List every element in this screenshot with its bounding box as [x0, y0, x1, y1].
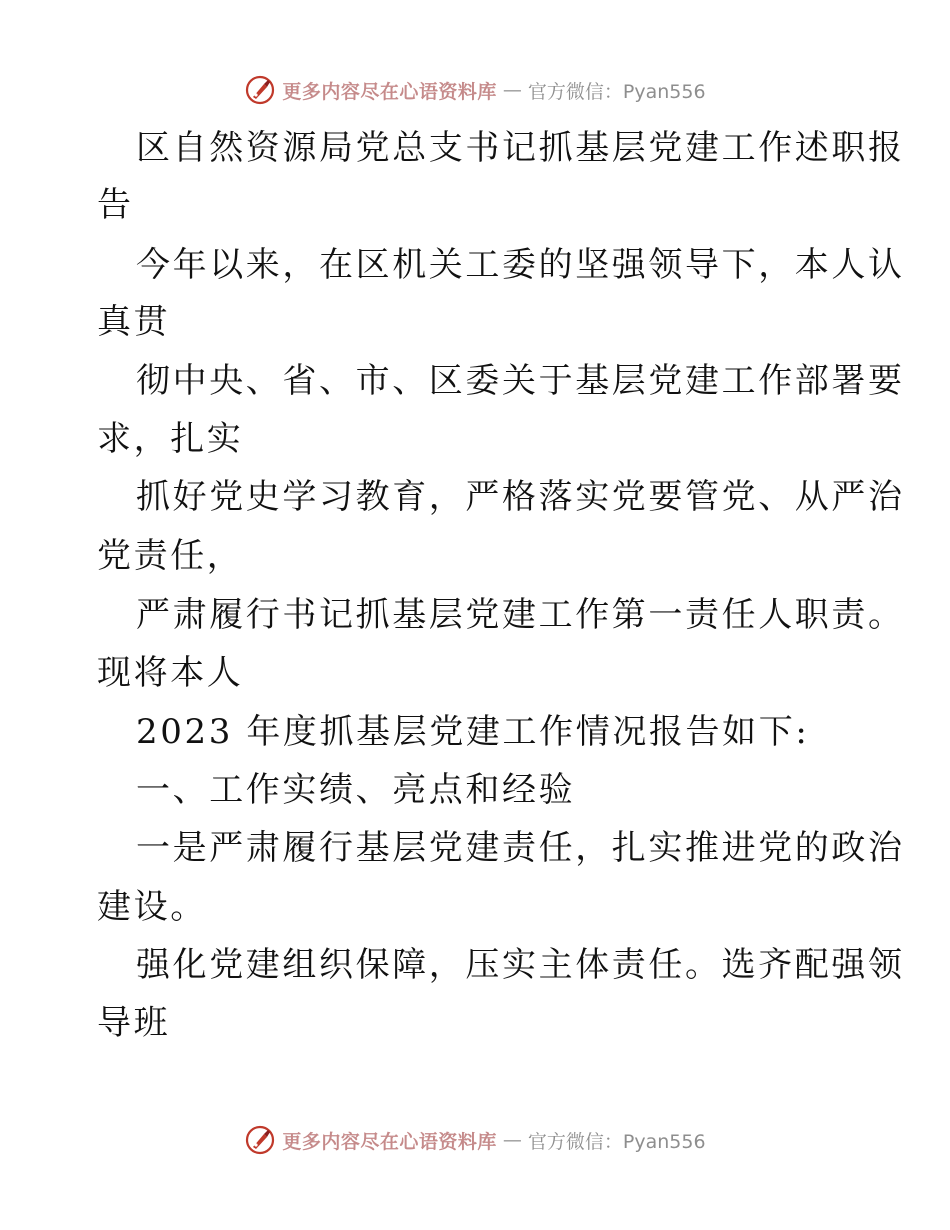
doc-paragraph-line: 真贯 — [97, 302, 171, 342]
header-watermark — [0, 72, 950, 108]
doc-paragraph-line: 抓好党史学习教育，严格落实党要管党、从严治 — [136, 477, 905, 517]
doc-paragraph-line: 现将本人 — [97, 653, 244, 693]
footer-watermark — [0, 1122, 950, 1158]
doc-section-heading: 一、工作实绩、亮点和经验 — [136, 770, 576, 810]
watermark-contact: 官方微信：Pyan556 — [527, 1130, 706, 1153]
watermark-brand: 更多内容尽在心语资料库 — [282, 80, 497, 103]
doc-title-line-1: 区自然资源局党总支书记抓基层党建工作述职报 — [136, 128, 905, 168]
doc-paragraph-line: 求，扎实 — [97, 419, 244, 459]
doc-paragraph-line: 导班 — [97, 1003, 171, 1043]
watermark-dash: — — [502, 79, 522, 101]
doc-paragraph-line: 党责任， — [97, 536, 244, 576]
watermark-dash: — — [502, 1129, 522, 1151]
pen-nib-logo-icon — [244, 74, 276, 106]
pen-nib-logo-icon — [244, 1124, 276, 1156]
watermark-brand: 更多内容尽在心语资料库 — [282, 1130, 497, 1153]
doc-title-line-2: 告 — [97, 185, 134, 225]
doc-paragraph-line: 2023 年度抓基层党建工作情况报告如下: — [136, 712, 810, 752]
watermark-contact: 官方微信：Pyan556 — [527, 80, 706, 103]
doc-paragraph-line: 一是严肃履行基层党建责任，扎实推进党的政治 — [136, 828, 905, 868]
doc-paragraph-line: 今年以来，在区机关工委的坚强领导下，本人认 — [136, 245, 905, 285]
doc-paragraph-line: 强化党建组织保障，压实主体责任。选齐配强领 — [136, 945, 905, 985]
doc-paragraph-line: 彻中央、省、市、区委关于基层党建工作部署要 — [136, 361, 905, 401]
doc-paragraph-line: 建设。 — [97, 887, 207, 927]
doc-paragraph-line: 严肃履行书记抓基层党建工作第一责任人职责。 — [136, 595, 905, 635]
